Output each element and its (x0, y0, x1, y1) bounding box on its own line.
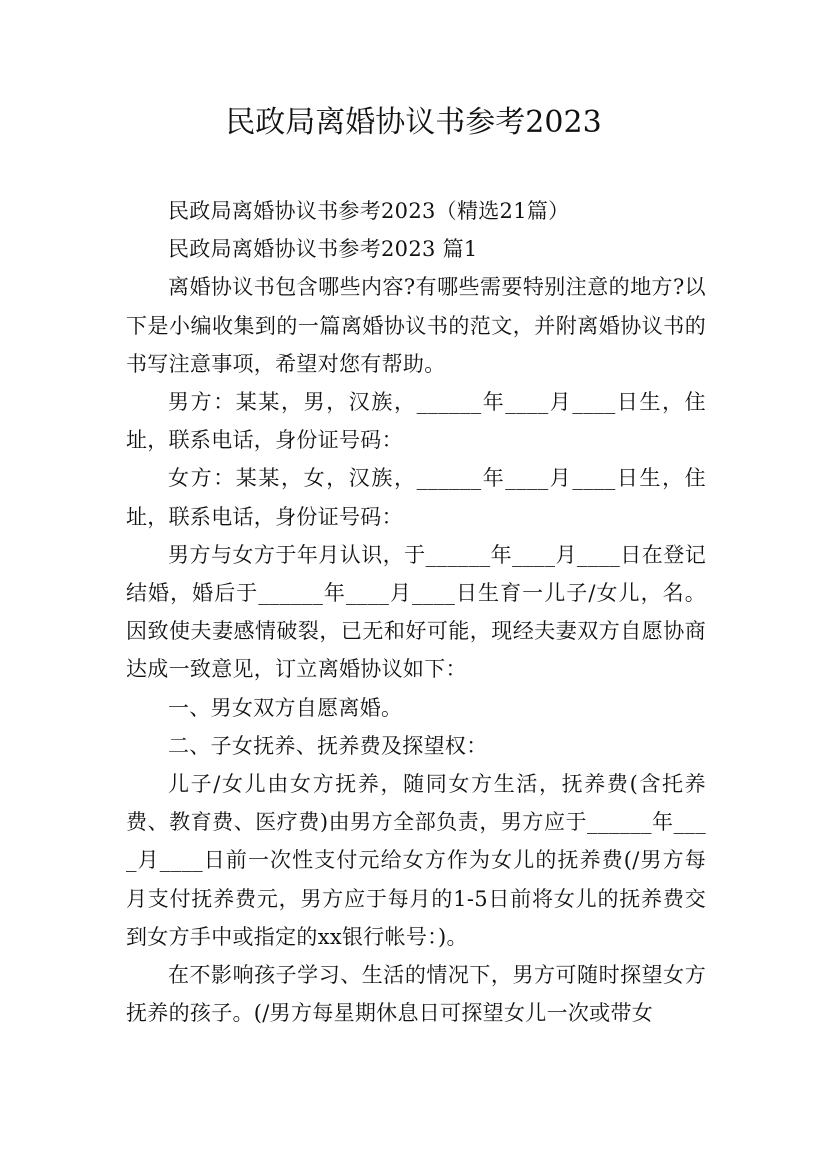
paragraph-male-party: 男方：某某，男，汉族，______年____月____日生，住址，联系电话，身份证号码： (126, 390, 706, 453)
paragraph-clause-1: 一、男女双方自愿离婚。 (168, 695, 403, 720)
document-title: 民政局离婚协议书参考2023 (225, 105, 602, 140)
paragraph-marriage-facts: 男方与女方于年月认识，于______年____月____日在登记结婚，婚后于______年____月____日生育一儿子/女儿，名。因致使夫妻感情破裂，已无和好可能，现经夫妻双方自愿协商达成一致意见，订立离婚协议如下： (126, 542, 706, 682)
paragraph-subtitle: 民政局离婚协议书参考2023（精选21篇） (168, 199, 570, 223)
document-body (126, 192, 706, 1032)
paragraph-intro: 离婚协议书包含哪些内容?有哪些需要特别注意的地方?以下是小编收集到的一篇离婚协议书的范文，并附离婚协议书的书写注意事项，希望对您有帮助。 (126, 275, 706, 376)
paragraph-child-support: 儿子/女儿由女方抚养，随同女方生活，抚养费(含托养费、教育费、医疗费)由男方全部负责，男方应于______年____月____日前一次性支付元给女方作为女儿的抚养费(/男方每月支付抚养费元，男方应于每月的1-5日前将女儿的抚养费交到女方手中或指定的xx银行帐号：)。 (126, 772, 706, 949)
paragraph-female-party: 女方：某某，女，汉族，______年____月____日生，住址，联系电话，身份证号码： (126, 466, 706, 529)
paragraph-section-heading: 民政局离婚协议书参考2023 篇1 (168, 237, 478, 262)
paragraph-visitation: 在不影响孩子学习、生活的情况下，男方可随时探望女方抚养的孩子。(/男方每星期休息日可探望女儿一次或带女 (126, 963, 706, 1026)
paragraph-clause-2: 二、子女抚养、抚养费及探望权： (168, 733, 488, 758)
